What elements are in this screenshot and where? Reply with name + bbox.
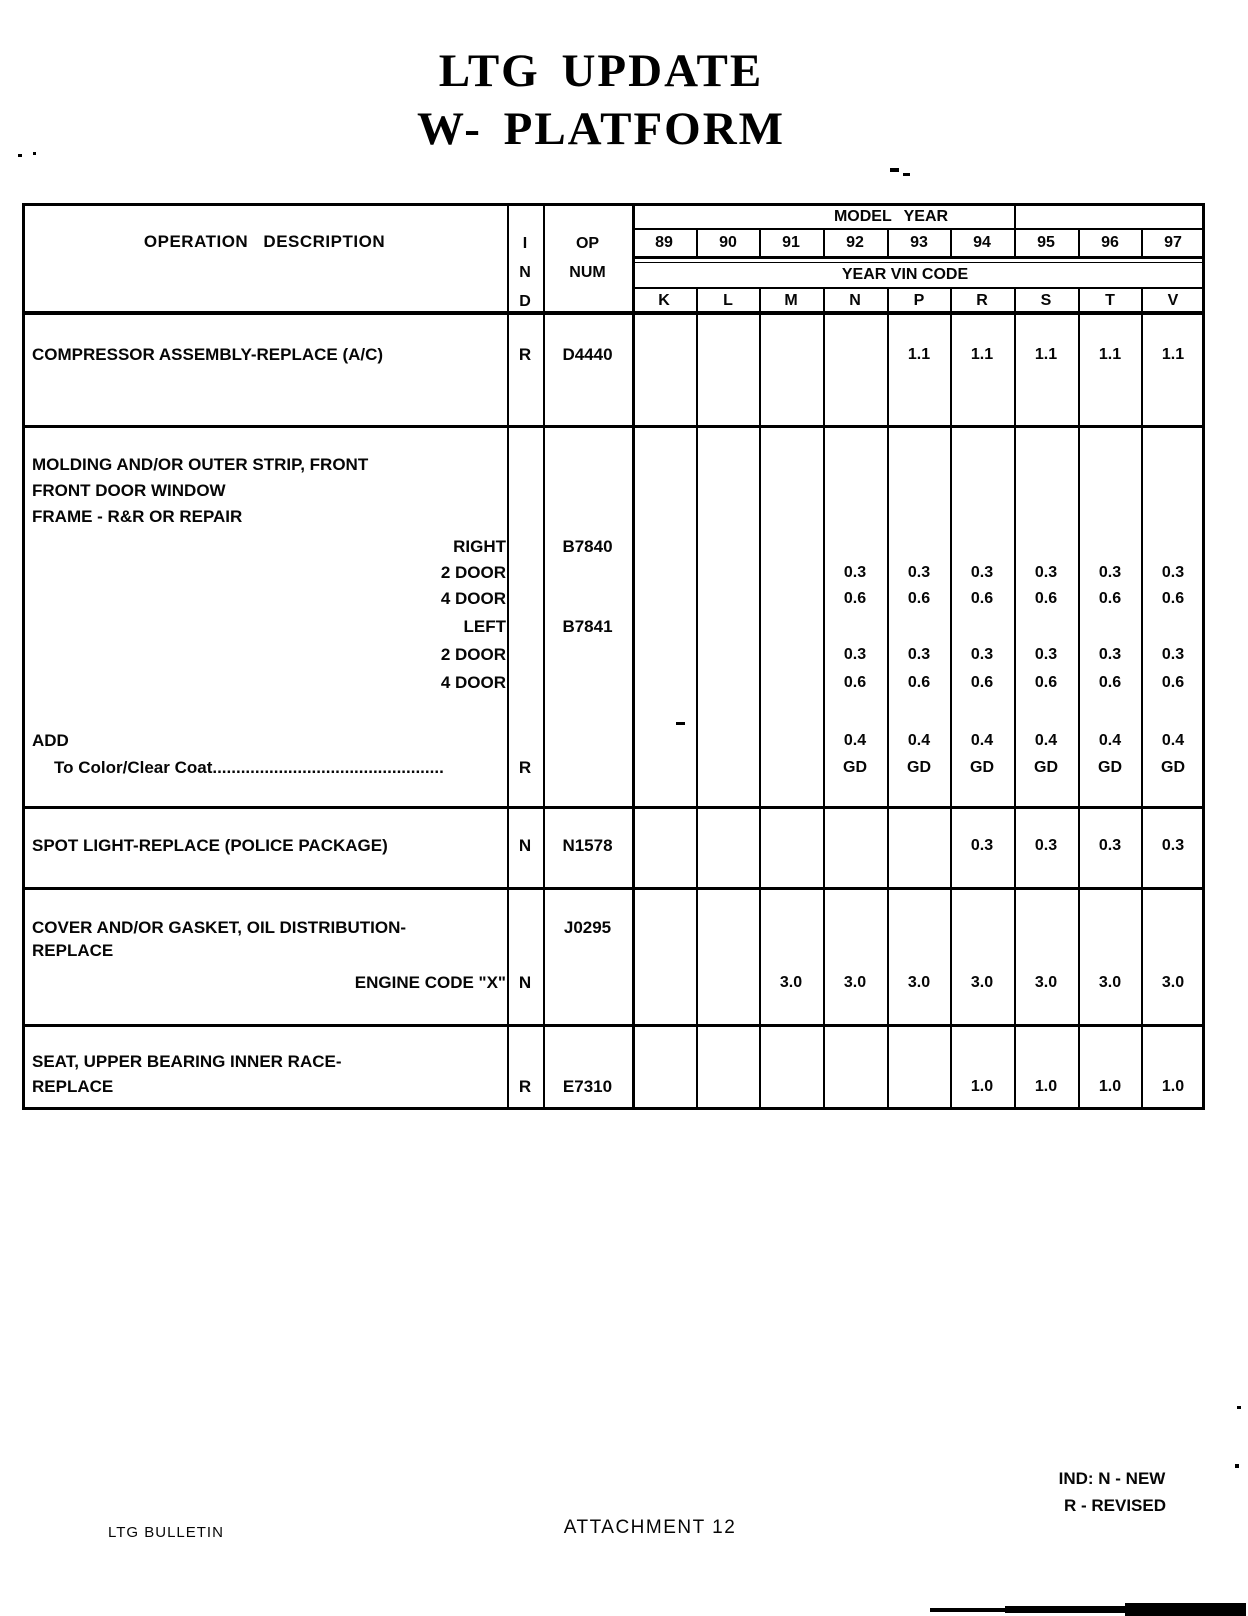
vin-letter-cell: P [913,292,925,309]
op-num-cell: B7841 [562,617,613,636]
value-cells [22,670,1205,696]
scan-artifact [903,173,910,176]
scan-artifact [1237,1406,1241,1409]
header-op-num-line1: OP [575,235,600,252]
table-row [22,970,1205,996]
operation-label: SEAT, UPPER BEARING INNER RACE- [32,1052,342,1071]
operation-label: REPLACE [32,941,114,960]
vin-letter-cell: S [1040,292,1052,309]
year-header-cell: 96 [1101,234,1119,251]
operation-sublabel: LEFT [463,617,506,636]
op-num-cell: J0295 [563,918,612,937]
table-row [22,1049,1205,1075]
vin-letter-cell: L [723,292,733,309]
header-years-row [22,230,1205,256]
table-row [22,586,1205,612]
value-cell: 3.0 [970,974,994,991]
value-cell: 1.1 [907,346,931,363]
section-divider [22,806,1205,809]
header-operation-description: OPERATION DESCRIPTION [143,232,386,251]
table-row [22,614,1205,640]
value-cell: 0.6 [1098,674,1122,691]
vin-letter-cells [22,288,1205,314]
bulletin-label: LTG BULLETIN [108,1524,224,1541]
value-cell: 1.1 [1098,346,1122,363]
table-row [22,478,1205,504]
operation-sublabel: RIGHT [453,537,506,556]
table-row [22,938,1205,964]
header-ind-letter-i: I [522,235,528,252]
operation-sublabel: 2 DOOR [440,645,506,664]
value-cell: 1.1 [1161,346,1185,363]
operation-sublabel: To Color/Clear Coat................................................. [54,758,444,777]
value-cell: 1.0 [1161,1078,1185,1095]
vin-letter-cell: K [658,292,670,309]
header-vin-code-label: YEAR VIN CODE [841,266,969,283]
value-cell: 0.6 [1034,590,1058,607]
value-cell: 1.0 [1034,1078,1058,1095]
scan-artifact [33,152,36,155]
value-cell: 1.0 [970,1078,994,1095]
op-num-cell: B7840 [562,537,613,556]
table-grid-line [632,256,1205,259]
table-row [22,728,1205,754]
value-cells [22,833,1205,859]
scan-edge-bar [1125,1603,1246,1616]
value-cells [22,560,1205,586]
vin-letter-cell: T [1105,292,1115,309]
value-cell: GD [1098,759,1122,776]
value-cells [22,970,1205,996]
operation-sublabel: 4 DOOR [440,673,506,692]
scan-artifact [890,168,899,172]
header-model-year-label: MODEL YEAR [833,208,949,225]
table-row [22,534,1205,560]
value-cell: 0.4 [843,732,867,749]
op-num-cell: N1578 [562,836,613,855]
value-cell: 0.3 [1098,837,1122,854]
operation-label: MOLDING AND/OR OUTER STRIP, FRONT [32,455,369,474]
value-cell: 3.0 [1161,974,1185,991]
value-cell: 0.6 [907,674,931,691]
value-cell: 0.3 [1161,646,1185,663]
value-cell: 0.6 [1098,590,1122,607]
vin-letter-cell: V [1167,292,1179,309]
value-cell: 3.0 [1098,974,1122,991]
ind-legend-line1: IND: N - NEW [1058,1469,1166,1488]
ind-cell: R [518,345,532,364]
table-row [22,452,1205,478]
table-row [22,670,1205,696]
value-cells [22,342,1205,368]
value-cell: GD [970,759,994,776]
value-cell: 0.3 [1161,837,1185,854]
value-cell: 0.3 [843,646,867,663]
value-cells [22,642,1205,668]
table-row [22,833,1205,859]
header-op-num-line2: NUM [569,264,606,281]
value-cell: 0.6 [843,590,867,607]
value-cell: 0.3 [907,646,931,663]
scan-artifact [1235,1464,1239,1468]
year-header-cell: 92 [846,234,864,251]
value-cell: 0.4 [1161,732,1185,749]
year-header-cell: 97 [1164,234,1182,251]
operation-label: ADD [32,731,69,750]
value-cell: 0.3 [1034,837,1058,854]
year-header-cells [22,230,1205,256]
value-cell: 0.6 [843,674,867,691]
value-cell: 0.3 [907,564,931,581]
operation-sublabel: 4 DOOR [440,589,506,608]
operation-label: COMPRESSOR ASSEMBLY-REPLACE (A/C) [32,345,384,364]
vin-letter-cell: R [976,292,988,309]
operation-sublabel: ENGINE CODE "X" [354,973,506,992]
value-cell: 0.4 [1034,732,1058,749]
value-cells [22,1074,1205,1100]
value-cell: 0.3 [970,646,994,663]
value-cells [22,728,1205,754]
value-cell: 0.6 [907,590,931,607]
value-cell: 0.3 [1034,646,1058,663]
value-cell: 3.0 [779,974,803,991]
scan-artifact [18,154,22,157]
year-header-cell: 91 [782,234,800,251]
section-divider [22,887,1205,890]
value-cell: 0.3 [970,564,994,581]
value-cell: 1.1 [970,346,994,363]
year-header-cell: 93 [910,234,928,251]
attachment-label: ATTACHMENT 12 [563,1517,737,1538]
value-cell: 3.0 [843,974,867,991]
page-title-line1: LTG UPDATE [438,45,764,97]
value-cell: 0.4 [970,732,994,749]
value-cell: GD [1161,759,1185,776]
operation-label: FRAME - R&R OR REPAIR [32,507,243,526]
table-row [22,642,1205,668]
table-row [22,504,1205,530]
operation-label: REPLACE [32,1077,114,1096]
value-cell: 1.1 [1034,346,1058,363]
value-cell: 0.3 [970,837,994,854]
operation-label: FRONT DOOR WINDOW [32,481,226,500]
value-cell: 0.4 [907,732,931,749]
year-header-cell: 94 [973,234,991,251]
header-ind-letter-d: D [519,293,531,310]
table-row [22,560,1205,586]
ind-legend-line2: R - REVISED [1063,1496,1167,1515]
value-cell: 0.6 [970,590,994,607]
value-cell: 0.3 [1034,564,1058,581]
operation-label: SPOT LIGHT-REPLACE (POLICE PACKAGE) [32,836,388,855]
op-num-cell: E7310 [562,1077,613,1096]
ind-cell: R [518,758,532,777]
value-cell: 0.6 [1034,674,1058,691]
value-cell: 0.3 [843,564,867,581]
op-num-cell: D4440 [562,345,613,364]
value-cell: 0.6 [970,674,994,691]
value-cell: 0.4 [1098,732,1122,749]
ind-cell: N [518,836,532,855]
vin-letter-cell: M [784,292,798,309]
value-cells [22,586,1205,612]
page-title-line2: W- PLATFORM [416,103,786,155]
value-cell: GD [1034,759,1058,776]
operation-sublabel: 2 DOOR [440,563,506,582]
year-header-cell: 95 [1037,234,1055,251]
table-row [22,342,1205,368]
header-vin-letters-row [22,288,1205,314]
table-row [22,1074,1205,1100]
value-cell: 0.6 [1161,674,1185,691]
section-divider [22,425,1205,428]
section-divider [22,1024,1205,1027]
vin-letter-cell: N [849,292,861,309]
value-cell: 0.3 [1098,646,1122,663]
value-cell: GD [843,759,867,776]
table-row [22,755,1205,781]
header-ind-letter-n: N [519,264,531,281]
year-header-cell: 89 [655,234,673,251]
value-cell: 3.0 [1034,974,1058,991]
value-cells [22,755,1205,781]
value-cell: 0.3 [1161,564,1185,581]
value-cell: 0.3 [1098,564,1122,581]
value-cell: 0.6 [1161,590,1185,607]
operation-label: COVER AND/OR GASKET, OIL DISTRIBUTION- [32,918,407,937]
year-header-cell: 90 [719,234,737,251]
ind-cell: R [518,1077,532,1096]
value-cell: 3.0 [907,974,931,991]
value-cell: GD [907,759,931,776]
ind-cell: N [518,973,532,992]
value-cell: 1.0 [1098,1078,1122,1095]
